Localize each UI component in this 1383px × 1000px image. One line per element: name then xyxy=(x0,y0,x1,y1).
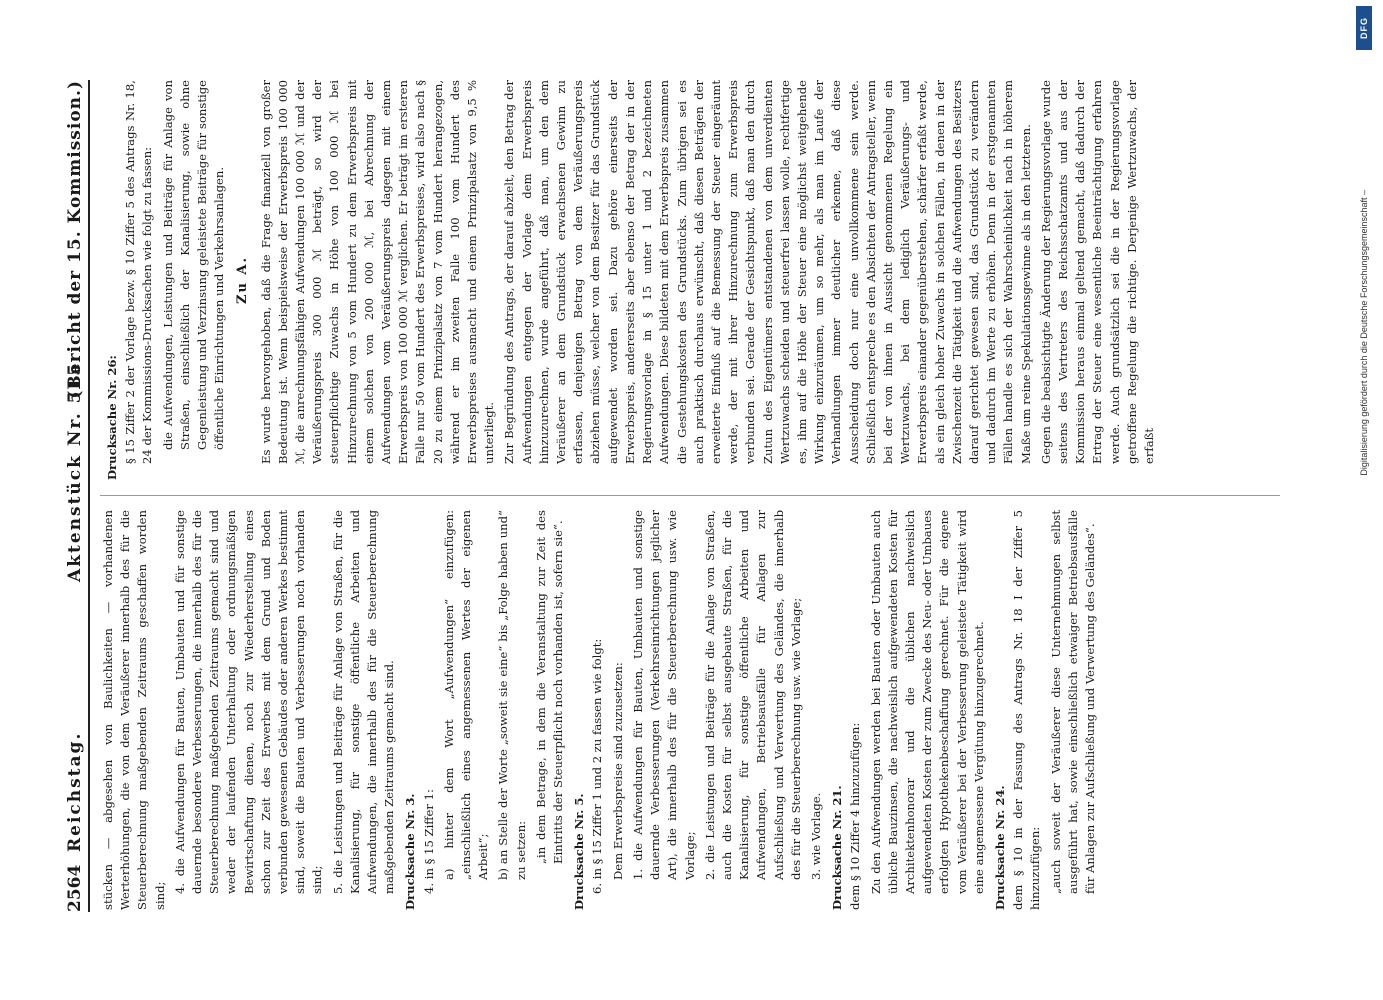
page-header xyxy=(62,80,90,912)
paragraph: Es wurde hervorgehoben, daß die Frage finanziell von großer Bedeutung ist. Wenn beispielsweise der Erwerbspreis 100 000 ℳ, die anrechnungsfähigen Aufwendungen 100 000 ℳ und der Veräußerungspreis 300 000 ℳ beträgt, so wird der steuerpflichtige Zuwachs in Höhe von 100 000 ℳ bei Hinzurechnung von 5 vom Hundert zu dem Erwerbspreis mit einem solchen von 200 000 ℳ, bei Abrechnung der Aufwendungen vom Veräußerungspreis dagegen mit einem Erwerbspreis von 100 000 ℳ verglichen. Er beträgt im ersteren Falle nur 50 vom Hundert des Erwerbspreises, wird also nach § 20 zu einem Prinzipalsatz von 7 vom Hundert herangezogen, während er im zweiten Falle 100 vom Hundert des Erwerbspreises ausmacht und einem Prinzipalsatz von 9,5 % unterliegt. xyxy=(258,80,497,464)
paragraph: die Aufwendungen, Leistungen und Beiträge für Anlage von Straßen, einschließlich der Kanalisierung, sowie ohne Gegenleistung und Verzinsung geleistete Beiträge für sonstige öffentliche Einrichtungen und Verkehrsanlagen. xyxy=(160,80,227,450)
paragraph: a) hinter dem Wort „Aufwendungen“ einzufügen: „einschließlich eines angemessenen Wertes der eigenen Arbeit“; xyxy=(441,510,491,880)
section-heading: Drucksache Nr. 5. xyxy=(572,793,587,910)
paragraph: dem § 10 in der Fassung des Antrags Nr. 18 I der Ziffer 5 hinzuzufügen: xyxy=(1011,510,1043,910)
section-heading: Drucksache Nr. 24. xyxy=(992,785,1007,910)
section-heading: Drucksache Nr. 21. xyxy=(830,785,845,910)
header-center-title: Aktenstück Nr. 515. xyxy=(65,353,85,582)
header-left-title: Reichstag. xyxy=(65,731,85,852)
paragraph: 5. die Leistungen und Beiträge für Anlage von Straßen, für die Kanalisierung, für sonstige öffentliche Arbeiten und Aufwendungen, die innerhalb des für die Steuerberechnung maßgebenden Zeitraums gemacht sind. xyxy=(330,510,397,894)
dfg-logo: DFG xyxy=(1356,6,1372,50)
paragraph: 4. die Aufwendungen für Bauten, Umbauten und für sonstige dauernde besondere Verbesserungen, die innerhalb des für die Steuerberechnung maßgebenden Zeitraums gemacht sind und weder der laufenden Unterhaltung oder ordnungsmäßigen Bewirtschaftung dienen, noch zur Wiederherstellung eines schon zur Zeit des Erwerbes mit dem Grund und Boden verbunden gewesenen Gebäudes oder anderen Werkes bestimmt sind, soweit die Bauten und Verbesserungen noch vorhanden sind; xyxy=(172,510,325,894)
paragraph: Gegen die beabsichtigte Änderung der Regierungsvorlage wurde seitens des Vertreters des Reichsschatzamts und aus der Kommission heraus einmal geltend gemacht, daß dadurch der Ertrag der Steuer eine wesentliche Beeinträchtigung erfahren werde. Auch grundsätzlich sei die in der Regierungsvorlage getroffene Regelung die richtige. Derjenige Wertzuwachs, der erfaßt xyxy=(1038,80,1156,464)
paragraph: 6. in § 15 Ziffer 1 und 2 zu fassen wie folgt: xyxy=(590,638,605,894)
paragraph: „in dem Betrage, in dem die Veranstaltung zur Zeit des Eintritts der Steuerpflicht noch vorhanden ist, sofern sie“. xyxy=(533,510,566,864)
section-heading: Drucksache Nr. 26: xyxy=(105,355,119,480)
left-text-column xyxy=(100,510,1102,910)
header-right-title: (Bericht der 15. Kommission.) xyxy=(65,80,85,399)
paragraph: Zu den Aufwendungen werden bei Bauten oder Umbauten auch übliche Bauzinsen, die nachweislich aufgewendeten Kosten für Architektenhonorar und die üblichen nachweislich aufgewendeten Kosten der zum Zwecke des Neu- oder Umbaues erfolgten Hypothekenbeschaffung gerechnet. Für die eigene vom Veräußerer bei der Verbesserung geleistete Tätigkeit wird eine angemessene Vergütung hinzugerechnet. xyxy=(868,510,986,894)
right-text-column xyxy=(100,80,1161,480)
paragraph: stücken — abgesehen von Baulichkeiten — vorhandenen Werterhöhungen, die von dem Veräußerer innerhalb des für die Steuerberechnung maßgebenden Zeitraums geschaffen worden sind; xyxy=(101,510,167,910)
centered-heading: Zu A. xyxy=(235,255,251,305)
paragraph: § 15 Ziffer 2 der Vorlage bezw. § 10 Ziffer 5 des Antrags Nr. 18, 24 der Kommissions-Drucksachen wie folgt zu fassen: xyxy=(123,80,155,464)
section-heading: Drucksache Nr. 3. xyxy=(403,793,418,910)
paragraph: 4. in § 15 Ziffer 1: xyxy=(421,789,436,894)
column-divider xyxy=(100,495,1280,496)
paragraph: „auch soweit der Veräußerer diese Unternehmungen selbst ausgeführt hat, sowie einschließlich etwaiger Betriebsausfälle für Anlagen zur Aufschließung und Verwertung des Geländes“. xyxy=(1048,510,1097,894)
paragraph: Dem Erwerbspreise sind zuzusetzen: xyxy=(610,662,625,880)
paragraph: 2. die Leistungen und Beiträge für die Anlage von Straßen, auch die Kosten für selbst ausgebaute Straßen, für die Kanalisierung, für sonstige öffentliche Arbeiten und Aufwendungen, Betriebsausfälle für Anlagen zur Aufschließung und Verwertung des Geländes, die innerhalb des für die Steuerberechnung usw. wie Vorlage; xyxy=(702,510,803,880)
paragraph: Zur Begründung des Antrags, der darauf abzielt, den Betrag der Aufwendungen entgegen der Vorlage dem Erwerbspreis hinzuzurechnen, wurde angeführt, daß man, um den dem Veräußerer an dem Grundstück erwachsenen Gewinn zu erfassen, denjenigen Betrag von dem Veräußerungspreis abziehen müsse, welcher von dem Besitzer für das Grundstück aufgewendet worden sei. Dazu gehöre einerseits der Erwerbspreis, andererseits aber ebenso der Betrag der in der Regierungsvorlage in § 15 unter 1 und 2 bezeichneten Aufwendungen. Diese bildeten mit dem Erwerbspreis zusammen die Gestehungskosten des Grundstücks. Zum übrigen sei es auch praktisch durchaus erwünscht, daß diesen Beträgen der erweiterte Einfluß auf die Bemessung der Steuer eingeräumt werde, der mit ihrer Hinzurechnung zum Erwerbspreis verbunden sei. Gerade der Gesichtspunkt, daß man den durch Zutun des Eigentümers entstandenen von dem unverdienten Wertzuwachs scheiden und steuerfrei lassen wolle, rechtfertige es, ihm auf die Höhe der Steuer eine möglichst weitgehende Wirkung einzuräumen, um so mehr, als man im Laufe der Verhandlungen immer deutlicher erkenne, daß diese Ausscheidung doch nur eine unvollkommene sein werde. Schließlich entspreche es den Absichten der Antragsteller, wenn bei der von ihnen in Aussicht genommenen Regelung ein Wertzuwachs, bei dem lediglich Veräußerungs- und Erwerbspreis einander gegenüberstehen, schärfer erfaßt werde, als ein gleich hoher Zuwachs in solchen Fällen, in denen in der Zwischenzeit die Tätigkeit und die Aufwendungen des Besitzers darauf gerichtet gewesen sind, das Grundstück zu verändern und dadurch im Werte zu erhöhen. Denn in der erstgenannten Fällen handle es sich der Wahrscheinlichkeit nach in höherem Maße um reine Spekulationsgewinne als in den letzteren. xyxy=(502,80,1033,464)
paragraph: dem § 10 Ziffer 4 hinzuzufügen: xyxy=(848,722,863,910)
paragraph: 1. die Aufwendungen für Bauten, Umbauten und sonstige dauernde Verbesserungen (Verkehrseinrichtungen jeglicher Art), die innerhalb des für die Steuerberechnung usw. wie Vorlage; xyxy=(630,510,697,880)
paragraph: 3. wie Vorlage. xyxy=(808,792,823,880)
digitization-credit: Digitalisierung gefördert durch die Deutsche Forschungsgemeinschaft – xyxy=(1359,190,1369,476)
page-number: 2564 xyxy=(65,864,85,912)
paragraph: b) an Stelle der Worte „soweit sie eine“ bis „Folge haben und“ zu setzen: xyxy=(496,510,528,880)
